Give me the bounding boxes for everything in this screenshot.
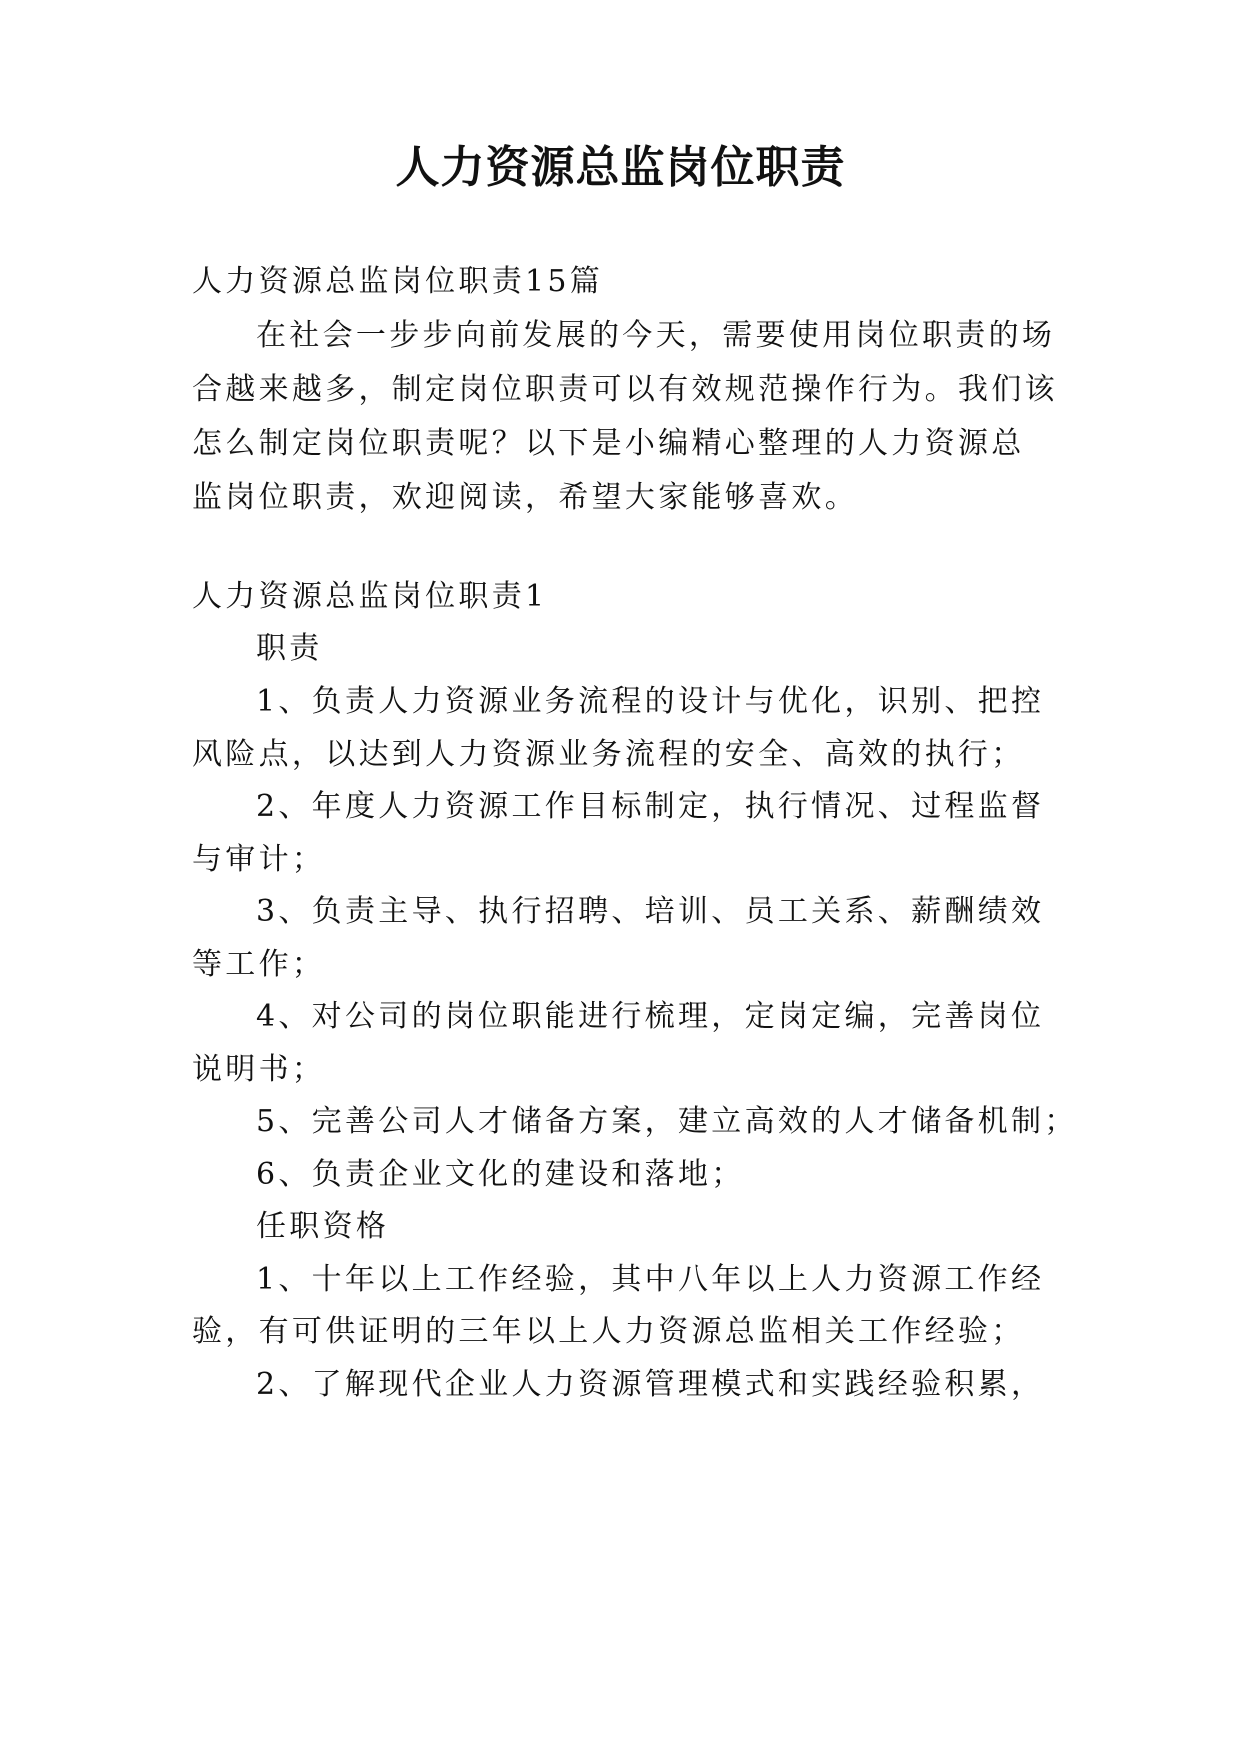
duties-heading: 职责 [256, 631, 323, 666]
intro-line: 怎么制定岗位职责呢？以下是小编精心整理的人力资源总 [192, 426, 1025, 461]
qualification-line: 1、十年以上工作经验，其中八年以上人力资源工作经 [256, 1262, 1045, 1297]
document-title: 人力资源总监岗位职责 [395, 142, 846, 193]
duty-line: 6、负责企业文化的建设和落地； [256, 1157, 745, 1192]
duty-line: 风险点，以达到人力资源业务流程的安全、高效的执行； [192, 737, 1025, 772]
intro-line: 合越来越多，制定岗位职责可以有效规范操作行为。我们该 [192, 372, 1058, 407]
duty-line: 说明书； [192, 1052, 326, 1087]
intro-line: 监岗位职责，欢迎阅读，希望大家能够喜欢。 [192, 480, 858, 515]
intro-line: 在社会一步步向前发展的今天，需要使用岗位职责的场 [256, 318, 1056, 353]
duty-line: 4、对公司的岗位职能进行梳理，定岗定编，完善岗位 [256, 999, 1045, 1034]
qualifications-heading: 任职资格 [256, 1209, 390, 1244]
section-heading: 人力资源总监岗位职责1 [192, 579, 548, 614]
duty-line: 5、完善公司人才储备方案，建立高效的人才储备机制； [256, 1104, 1078, 1139]
duty-line: 等工作； [192, 947, 326, 982]
qualification-line: 2、了解现代企业人力资源管理模式和实践经验积累， [256, 1367, 1045, 1402]
duty-line: 3、负责主导、执行招聘、培训、员工关系、薪酬绩效 [256, 894, 1045, 929]
duty-line: 与审计； [192, 842, 326, 877]
duty-line: 2、年度人力资源工作目标制定，执行情况、过程监督 [256, 789, 1045, 824]
document-subtitle: 人力资源总监岗位职责15篇 [192, 264, 604, 299]
duty-line: 1、负责人力资源业务流程的设计与优化，识别、把控 [256, 684, 1045, 719]
qualification-line: 验，有可供证明的三年以上人力资源总监相关工作经验； [192, 1314, 1025, 1349]
